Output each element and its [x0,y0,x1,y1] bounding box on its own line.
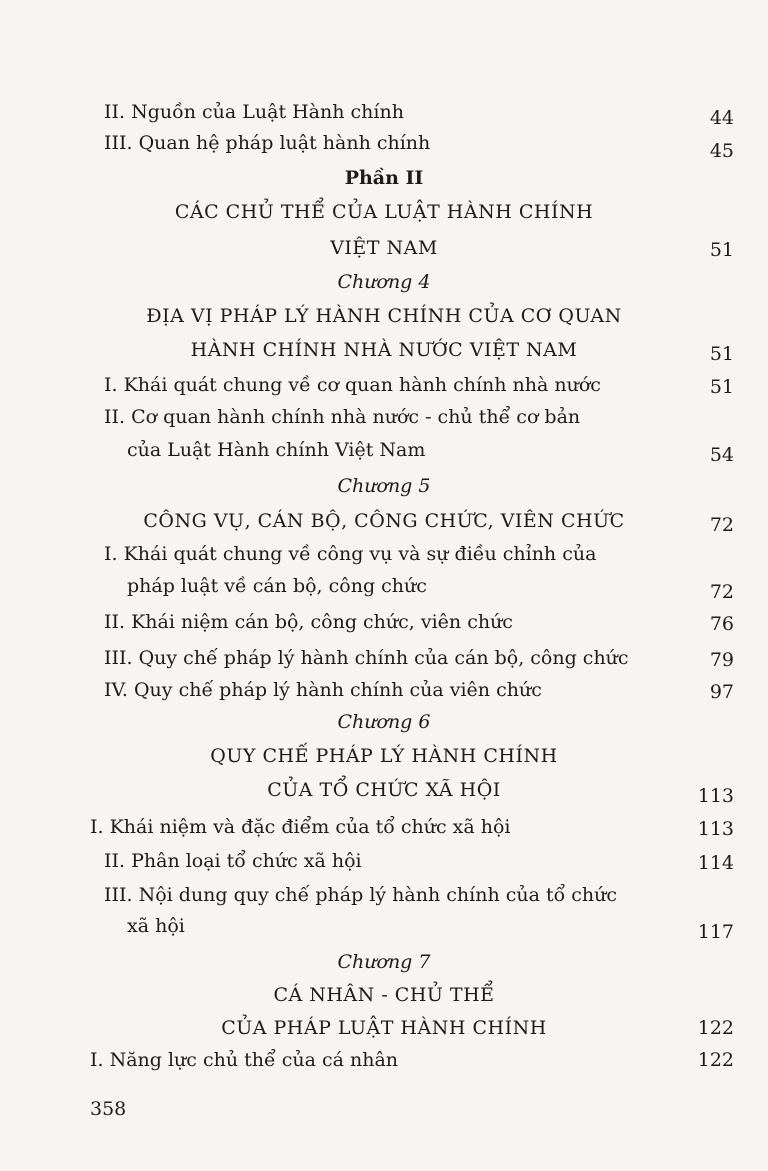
toc-entry-page: 72 [709,581,734,603]
toc-entry-label: III. Quan hệ pháp luật hành chính [104,132,431,154]
toc-entry-page: 51 [709,376,734,398]
toc-entry-page: 122 [697,1049,734,1071]
toc-entry-page: 114 [697,852,734,874]
toc-entry-label: I. Năng lực chủ thể của cá nhân [90,1049,399,1071]
toc-entry-label: I. Khái quát chung về công vụ và sự điều chỉnh của [104,543,597,565]
toc-entry-label: I. Khái niệm và đặc điểm của tổ chức xã hội [90,816,511,838]
toc-entry-page: 72 [709,514,734,536]
toc-entry-label: II. Nguồn của Luật Hành chính [104,101,404,123]
toc-entry-label: II. Cơ quan hành chính nhà nước - chủ thể cơ bản [104,406,581,428]
toc-entry-label: xã hội [127,915,185,937]
toc-entry-label: II. Phân loại tổ chức xã hội [104,850,362,872]
toc-entry-page: 45 [709,140,734,162]
toc-entry-label: I. Khái quát chung về cơ quan hành chính nhà nước [104,374,601,396]
toc-entry-page: 113 [697,785,734,807]
toc-entry-label: III. Nội dung quy chế pháp lý hành chính của tổ chức [104,884,618,906]
toc-entry-page: 113 [697,818,734,840]
toc-entry-page: 51 [709,239,734,261]
toc-entry-page: 79 [709,649,734,671]
page-number: 358 [90,1098,127,1120]
toc-entry-page: 51 [709,343,734,365]
toc-entry-page: 122 [697,1017,734,1039]
toc-page: II. Nguồn của Luật Hành chính 44 III. Quan hệ pháp luật hành chính 45 Phần II CÁC CHỦ THỂ CỦA LUẬT HÀNH CHÍNH VIỆT NAM 51 Chương 4 ĐỊA VỊ PHÁP LÝ HÀNH CHÍNH CỦA CƠ QUAN HÀNH CHÍNH NHÀ NƯỚC VIỆT NAM 51 I. Khái quát chung về cơ quan hành chính nhà nước 51 II. Cơ quan hành chính nhà nước - chủ thể cơ bản của Luật Hành chính Việt Nam 54 Chương 5 CÔNG VỤ, CÁN BỘ, CÔNG CHỨC, VIÊN CHỨC 72 I. Khái quát chung về công vụ và sự điều chỉnh của pháp luật về cán bộ, công chức 72 II. Khái niệm cán bộ, công chức, viên chức 76 III. Quy chế pháp lý hành chính của cán bộ, công chức 79 IV. Quy chế pháp lý hành chính của viên chức 97 Chương 6 QUY CHẾ PHÁP LÝ HÀNH CHÍNH CỦA TỔ CHỨC XÃ HỘI 113 I. Khái niệm và đặc điểm của tổ chức xã hội 113 II. Phân loại tổ chức xã hội 114 III. Nội dung quy chế pháp lý hành chính của tổ chức xã hội 117 Chương 7 CÁ NHÂN - CHỦ THỂ CỦA PHÁP LUẬT HÀNH CHÍNH 122 I. Năng lực chủ thể của cá nhân 122 358 [90,101,734,1120]
toc-entry-page: 54 [709,444,734,466]
toc-entry-label: của Luật Hành chính Việt Nam [127,439,426,461]
toc-entry-label: III. Quy chế pháp lý hành chính của cán bộ, công chức [104,647,629,669]
toc-entry-label: II. Khái niệm cán bộ, công chức, viên chức [104,611,513,633]
toc-entry-page: 117 [697,921,734,943]
toc-entry-page: 76 [709,613,734,635]
toc-entry-label: pháp luật về cán bộ, công chức [127,575,427,597]
toc-entry-page: 97 [709,681,734,703]
toc-entry-label: IV. Quy chế pháp lý hành chính của viên chức [104,679,542,701]
toc-entry-page: 44 [709,107,734,129]
